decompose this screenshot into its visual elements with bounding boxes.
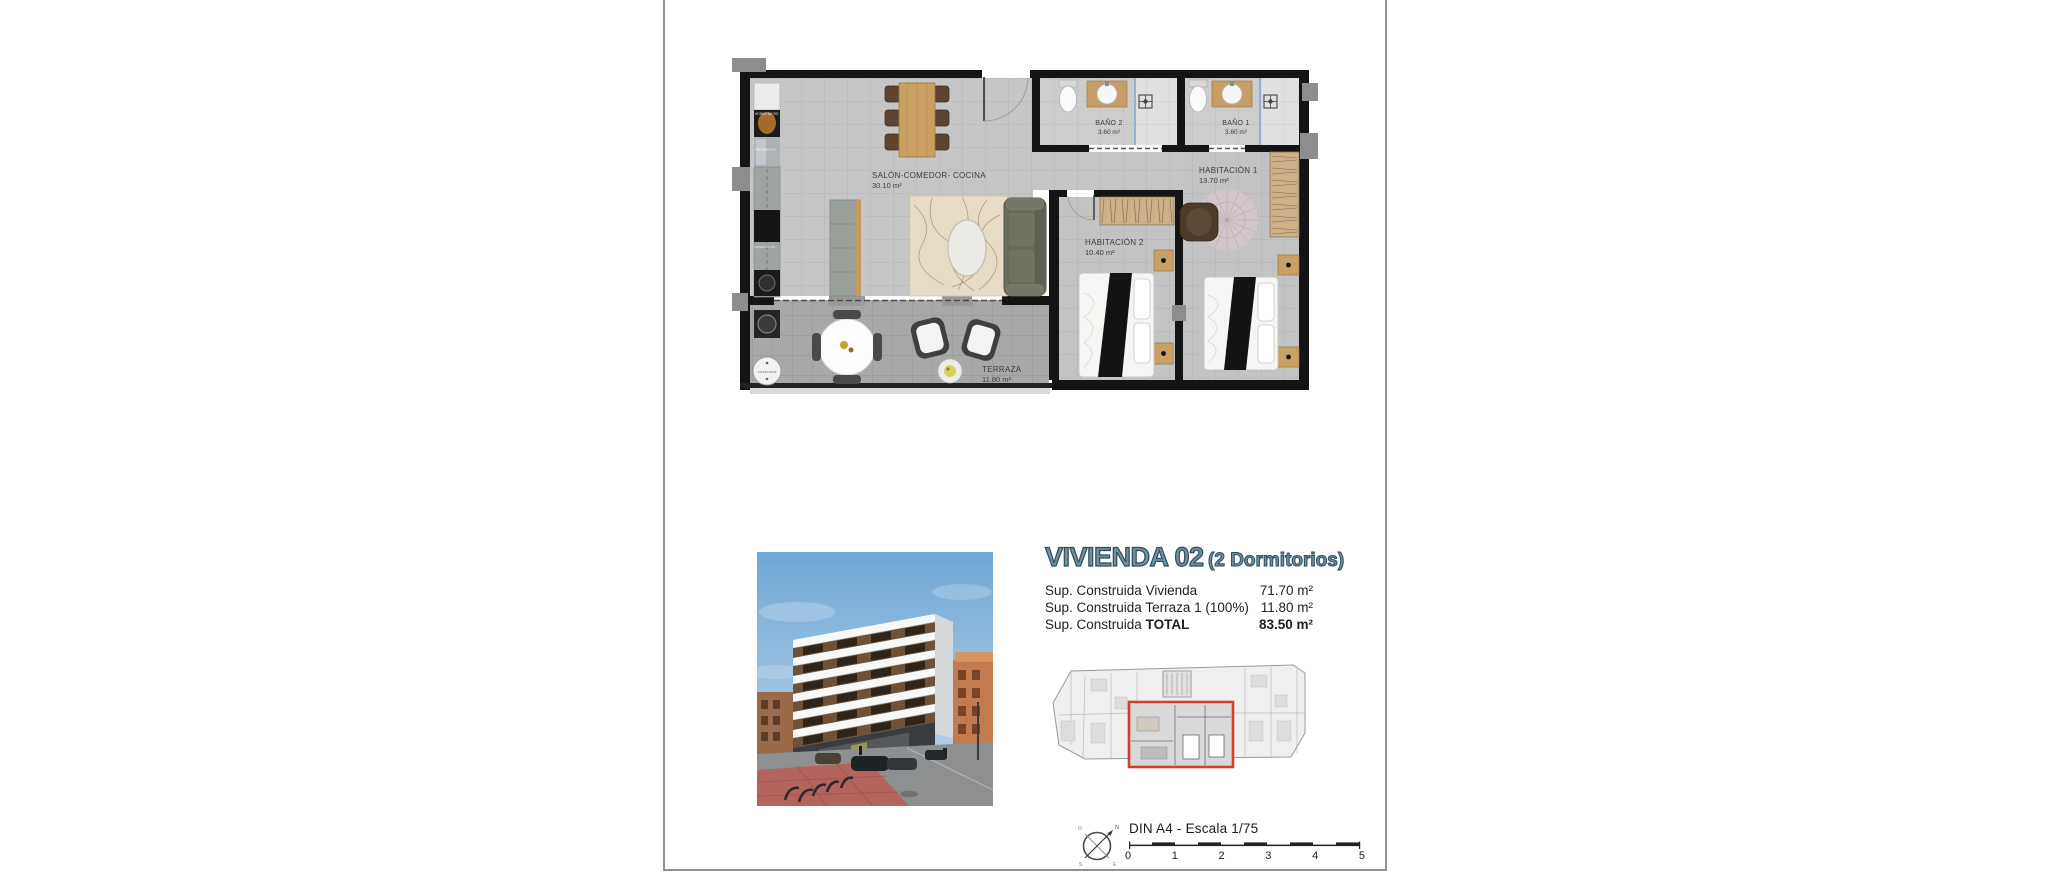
compass-o: O [1078, 826, 1082, 832]
compass-icon [1072, 817, 1126, 871]
hab2-label: HABITACIÓN 2 [1085, 238, 1144, 247]
spec-value: 11.80 m² [1260, 600, 1313, 615]
salon-area: 30.10 m² [872, 181, 902, 190]
spec-name: TOTAL [1145, 617, 1190, 632]
tick-4: 4 [1312, 850, 1319, 862]
spec-name: Vivienda [1145, 583, 1198, 598]
bano2-area: 3.60 m² [1097, 129, 1121, 136]
key-plan [1045, 657, 1337, 779]
tick-1: 1 [1171, 850, 1178, 862]
tick-3: 3 [1265, 850, 1272, 862]
kitchen [754, 83, 780, 297]
unit-title: VIVIENDA 02 [1045, 542, 1204, 572]
scale-ticks [1125, 850, 1365, 862]
keyplan-unit-highlighted [1130, 704, 1232, 766]
spec-prefix: Sup. Construida [1045, 583, 1142, 598]
compass-n: N [1115, 825, 1119, 831]
unit-subtitle: (2 Dormitorios) [1208, 550, 1345, 571]
spec-name: Terraza 1 (100%) [1145, 600, 1249, 615]
sideboard [830, 200, 861, 296]
fridge-label: FRIGORIFICO [755, 148, 776, 152]
bano2-label: BAÑO 2 [1095, 120, 1123, 127]
building-photo [757, 552, 993, 806]
terraza-area: 11.80 m² [982, 375, 1012, 384]
hab1-label: HABITACIÓN 1 [1199, 166, 1258, 175]
bed-1 [1204, 277, 1278, 370]
spec-row-terraza [1045, 599, 1313, 616]
compass-s: S [1079, 862, 1083, 868]
bano1-label: BAÑO 1 [1222, 120, 1250, 127]
plan-sheet [663, 0, 1387, 871]
spec-row-vivienda [1045, 582, 1313, 599]
terraza-label: TERRAZA [982, 365, 1022, 374]
spec-prefix: Sup. Construida [1045, 617, 1142, 632]
scale-label: DIN A4 - Escala 1/75 [1129, 821, 1259, 836]
floor-plan [732, 55, 1332, 405]
tick-2: 2 [1218, 850, 1225, 862]
tick-0: 0 [1125, 850, 1132, 862]
spec-row-total [1045, 616, 1313, 633]
spec-prefix: Sup. Construida [1045, 600, 1142, 615]
spec-table [1045, 582, 1313, 633]
unit-title-row [1045, 542, 1345, 573]
hab2-area: 10.40 m² [1085, 248, 1115, 257]
compass-e: E [1113, 862, 1117, 868]
sofa [1004, 198, 1046, 296]
tick-5: 5 [1358, 850, 1365, 862]
spec-value: 71.70 m² [1259, 583, 1313, 598]
unit-info [1045, 542, 1345, 633]
bed-2 [1079, 273, 1154, 377]
dining-table [885, 83, 949, 157]
spec-value: 83.50 m² [1258, 617, 1313, 632]
hab1-area: 13.70 m² [1199, 176, 1229, 185]
heater-label: CALENTADOR [757, 370, 777, 374]
dishwasher-label: LAVAVAJILLAS [754, 245, 775, 249]
scale-bar [1072, 815, 1372, 873]
scale-graphic [1129, 841, 1361, 850]
oven-label: HORNO MICRO [755, 112, 779, 116]
living-rug [910, 196, 1007, 296]
salon-label: SALÓN-COMEDOR- COCINA [872, 171, 986, 180]
bano1-area: 3.60 m² [1224, 129, 1248, 136]
